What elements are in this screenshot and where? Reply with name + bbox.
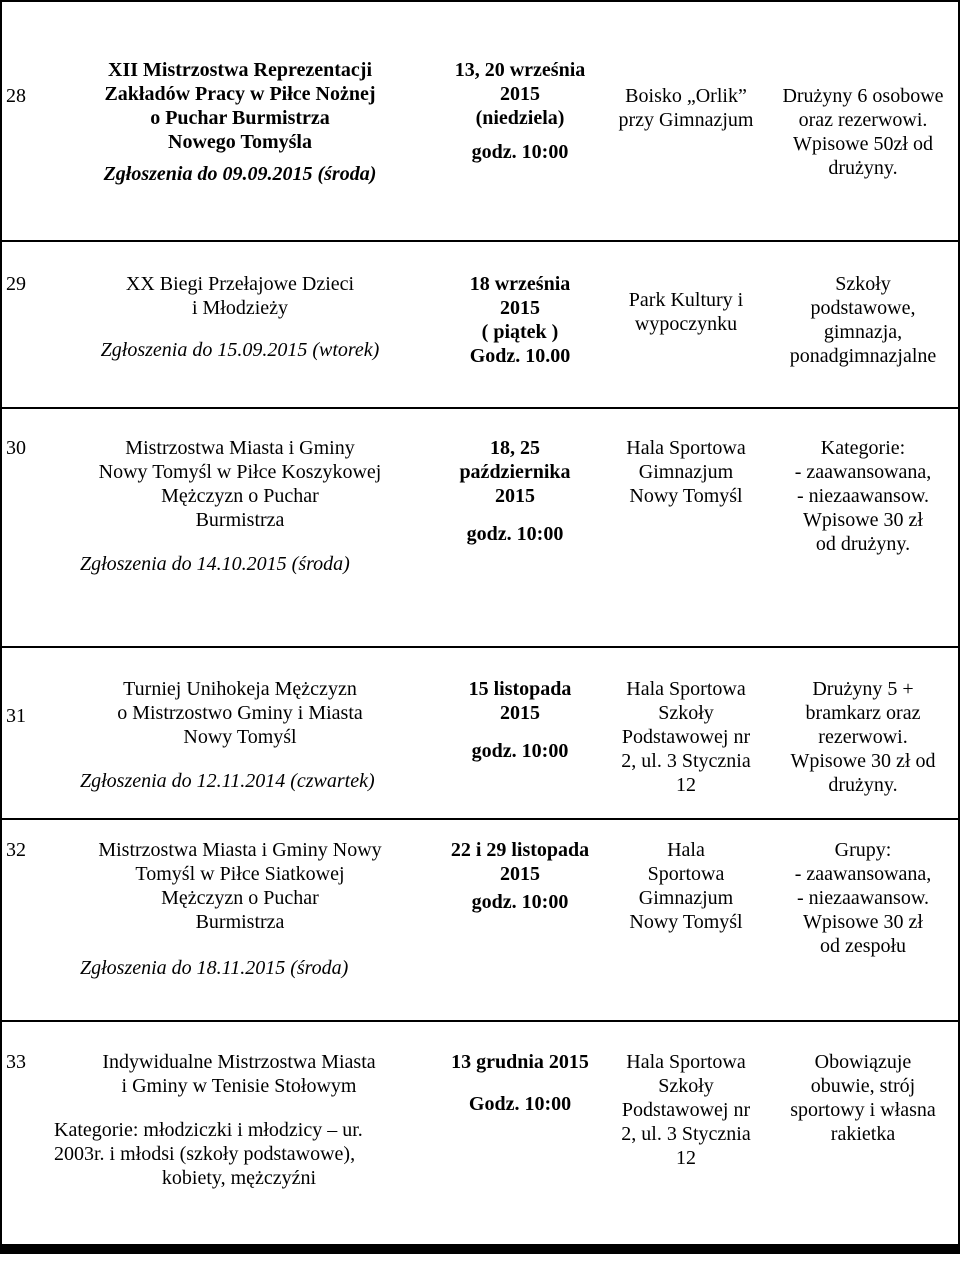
date-line: 15 listopada (468, 678, 572, 700)
notes-line: Kategorie: (820, 437, 906, 459)
place-cell (604, 84, 768, 132)
date-line: 2015 (500, 297, 540, 319)
table-border-left (0, 0, 2, 1244)
notes-line: oraz rezerwowi. (798, 109, 928, 131)
notes-line: od drużyny. (815, 533, 911, 555)
row-number: 28 (6, 85, 26, 107)
place-line: przy Gimnazjum (618, 109, 754, 131)
notes-line: Wpisowe 30 zł od (790, 750, 936, 772)
place-line: Hala Sportowa (626, 437, 746, 459)
time-line: Godz. 10:00 (468, 1093, 572, 1115)
notes-line: - zaawansowana, (794, 863, 932, 885)
event-title-line: XX Biegi Przełajowe Dzieci (125, 273, 355, 295)
date-line: 13 grudnia 2015 (451, 1051, 589, 1073)
date-line: (niedziela) (475, 107, 565, 129)
date-line: 13, 20 września (454, 59, 586, 81)
date-line: 2015 (495, 485, 535, 507)
event-cell (60, 677, 420, 793)
registration-deadline: Zgłoszenia do 18.11.2015 (środa) (80, 957, 349, 979)
notes-line: rakietka (830, 1123, 896, 1145)
event-cell (44, 1050, 434, 1190)
event-title-line: Mężczyzn o Puchar (161, 485, 319, 507)
notes-line: - zaawansowana, (794, 461, 932, 483)
registration-deadline: Zgłoszenia do 15.09.2015 (wtorek) (100, 339, 380, 361)
place-line: 2, ul. 3 Stycznia (621, 750, 751, 772)
row-divider (0, 818, 960, 820)
place-cell (604, 838, 768, 934)
event-title-line: i Gminy w Tenisie Stołowym (121, 1075, 357, 1097)
date-cell (430, 58, 610, 164)
row-number: 29 (6, 273, 26, 295)
place-line: 12 (676, 1147, 696, 1169)
row-number: 30 (6, 437, 26, 459)
table-bottom-border (0, 1244, 960, 1254)
place-line: Szkoły (658, 702, 714, 724)
event-title-line: Tomyśl w Piłce Siatkowej (135, 863, 345, 885)
place-line: Boisko „Orlik” (625, 85, 747, 107)
place-cell (604, 1050, 768, 1170)
date-cell (430, 1050, 610, 1116)
date-line: ( piątek ) (481, 321, 559, 343)
date-line: 18 września (469, 273, 571, 295)
place-line: wypoczynku (634, 313, 738, 335)
notes-cell (766, 1050, 960, 1146)
date-cell (420, 436, 610, 546)
notes-cell (766, 436, 960, 556)
place-line: Hala Sportowa (626, 1051, 746, 1073)
event-cell (60, 838, 420, 980)
event-title-line: XII Mistrzostwa Reprezentacji (108, 59, 372, 81)
date-line: 2015 (500, 863, 540, 885)
notes-line: sportowy i własna (790, 1099, 936, 1121)
event-title-line: o Mistrzostwo Gminy i Miasta (117, 702, 363, 724)
event-title-line: Turniej Unihokeja Mężczyzn (123, 678, 357, 700)
row-divider (0, 1020, 960, 1022)
place-line: Hala Sportowa (626, 678, 746, 700)
notes-line: Obowiązuje (814, 1051, 912, 1073)
notes-line: od zespołu (819, 935, 907, 957)
place-line: Podstawowej nr (621, 726, 751, 748)
notes-line: drużyny. (828, 774, 898, 796)
notes-line: drużyny. (828, 157, 898, 179)
event-title-line: Nowy Tomyśl (183, 726, 297, 748)
event-title-line: Indywidualne Mistrzostwa Miasta (102, 1051, 376, 1073)
row-divider (0, 407, 960, 409)
notes-cell (766, 272, 960, 368)
notes-line: podstawowe, (810, 297, 916, 319)
category-line: kobiety, mężczyźni (161, 1167, 317, 1189)
category-line: 2003r. i młodsi (szkoły podstawowe), (54, 1143, 356, 1165)
registration-deadline: Zgłoszenia do 12.11.2014 (czwartek) (80, 770, 375, 792)
place-line: Nowy Tomyśl (629, 911, 743, 933)
notes-line: bramkarz oraz (805, 702, 921, 724)
place-line: Gimnazjum (638, 461, 734, 483)
notes-line: ponadgimnazjalne (789, 345, 937, 367)
event-title-line: i Młodzieży (191, 297, 289, 319)
date-cell (430, 838, 610, 914)
date-line: 18, 25 (490, 437, 540, 459)
row-number: 32 (6, 839, 26, 861)
row-number: 31 (6, 705, 26, 727)
event-title-line: Burmistrza (195, 911, 285, 933)
row-divider (0, 646, 960, 648)
registration-deadline: Zgłoszenia do 14.10.2015 (środa) (80, 553, 350, 575)
place-cell (604, 436, 768, 508)
place-cell (604, 288, 768, 336)
place-line: Podstawowej nr (621, 1099, 751, 1121)
date-line: października (459, 461, 571, 483)
notes-line: obuwie, strój (810, 1075, 916, 1097)
row-number: 33 (6, 1051, 26, 1073)
notes-line: Grupy: (834, 839, 892, 861)
place-line: 12 (676, 774, 696, 796)
registration-deadline: Zgłoszenia do 09.09.2015 (środa) (103, 163, 377, 185)
notes-cell (766, 84, 960, 180)
notes-line: Wpisowe 50zł od (793, 133, 933, 155)
time-line: godz. 10:00 (471, 740, 569, 762)
event-title-line: Mistrzostwa Miasta i Gminy Nowy (98, 839, 382, 861)
event-cell (60, 272, 420, 362)
row-divider (0, 240, 960, 242)
event-title-line: Zakładów Pracy w Piłce Nożnej (104, 83, 376, 105)
notes-line: Wpisowe 30 zł (803, 911, 923, 933)
notes-line: Drużyny 5 + (812, 678, 914, 700)
date-line: 2015 (500, 702, 540, 724)
category-line: Kategorie: młodziczki i młodzicy – ur. (54, 1119, 363, 1141)
event-title-line: Nowego Tomyśla (168, 131, 312, 153)
date-cell (430, 677, 610, 763)
notes-line: - niezaawansow. (797, 887, 929, 909)
notes-line: Drużyny 6 osobowe (782, 85, 944, 107)
time-line: godz. 10:00 (466, 523, 564, 545)
row-divider (0, 0, 960, 2)
notes-cell (766, 838, 960, 958)
date-line: Godz. 10.00 (469, 345, 571, 367)
time-line: godz. 10:00 (471, 891, 569, 913)
event-title-line: Mężczyzn o Puchar (161, 887, 319, 909)
place-line: Szkoły (658, 1075, 714, 1097)
notes-line: Szkoły (835, 273, 891, 295)
date-cell (430, 272, 610, 368)
notes-line: - niezaawansow. (797, 485, 929, 507)
event-title-line: Burmistrza (195, 509, 285, 531)
event-title-line: o Puchar Burmistrza (150, 107, 330, 129)
date-line: 22 i 29 listopada (450, 839, 590, 861)
notes-cell (766, 677, 960, 797)
event-cell (60, 58, 420, 186)
place-line: Park Kultury i (628, 289, 744, 311)
place-line: Hala (667, 839, 705, 861)
place-line: Nowy Tomyśl (629, 485, 743, 507)
place-line: Sportowa (647, 863, 725, 885)
time-line: godz. 10:00 (471, 141, 569, 163)
event-cell (60, 436, 420, 576)
event-title-line: Mistrzostwa Miasta i Gminy (125, 437, 355, 459)
event-title-line: Nowy Tomyśl w Piłce Koszykowej (98, 461, 382, 483)
place-line: Gimnazjum (638, 887, 734, 909)
notes-line: gimnazja, (823, 321, 903, 343)
notes-line: Wpisowe 30 zł (803, 509, 923, 531)
date-line: 2015 (500, 83, 540, 105)
notes-line: rezerwowi. (818, 726, 908, 748)
place-cell (604, 677, 768, 797)
place-line: 2, ul. 3 Stycznia (621, 1123, 751, 1145)
